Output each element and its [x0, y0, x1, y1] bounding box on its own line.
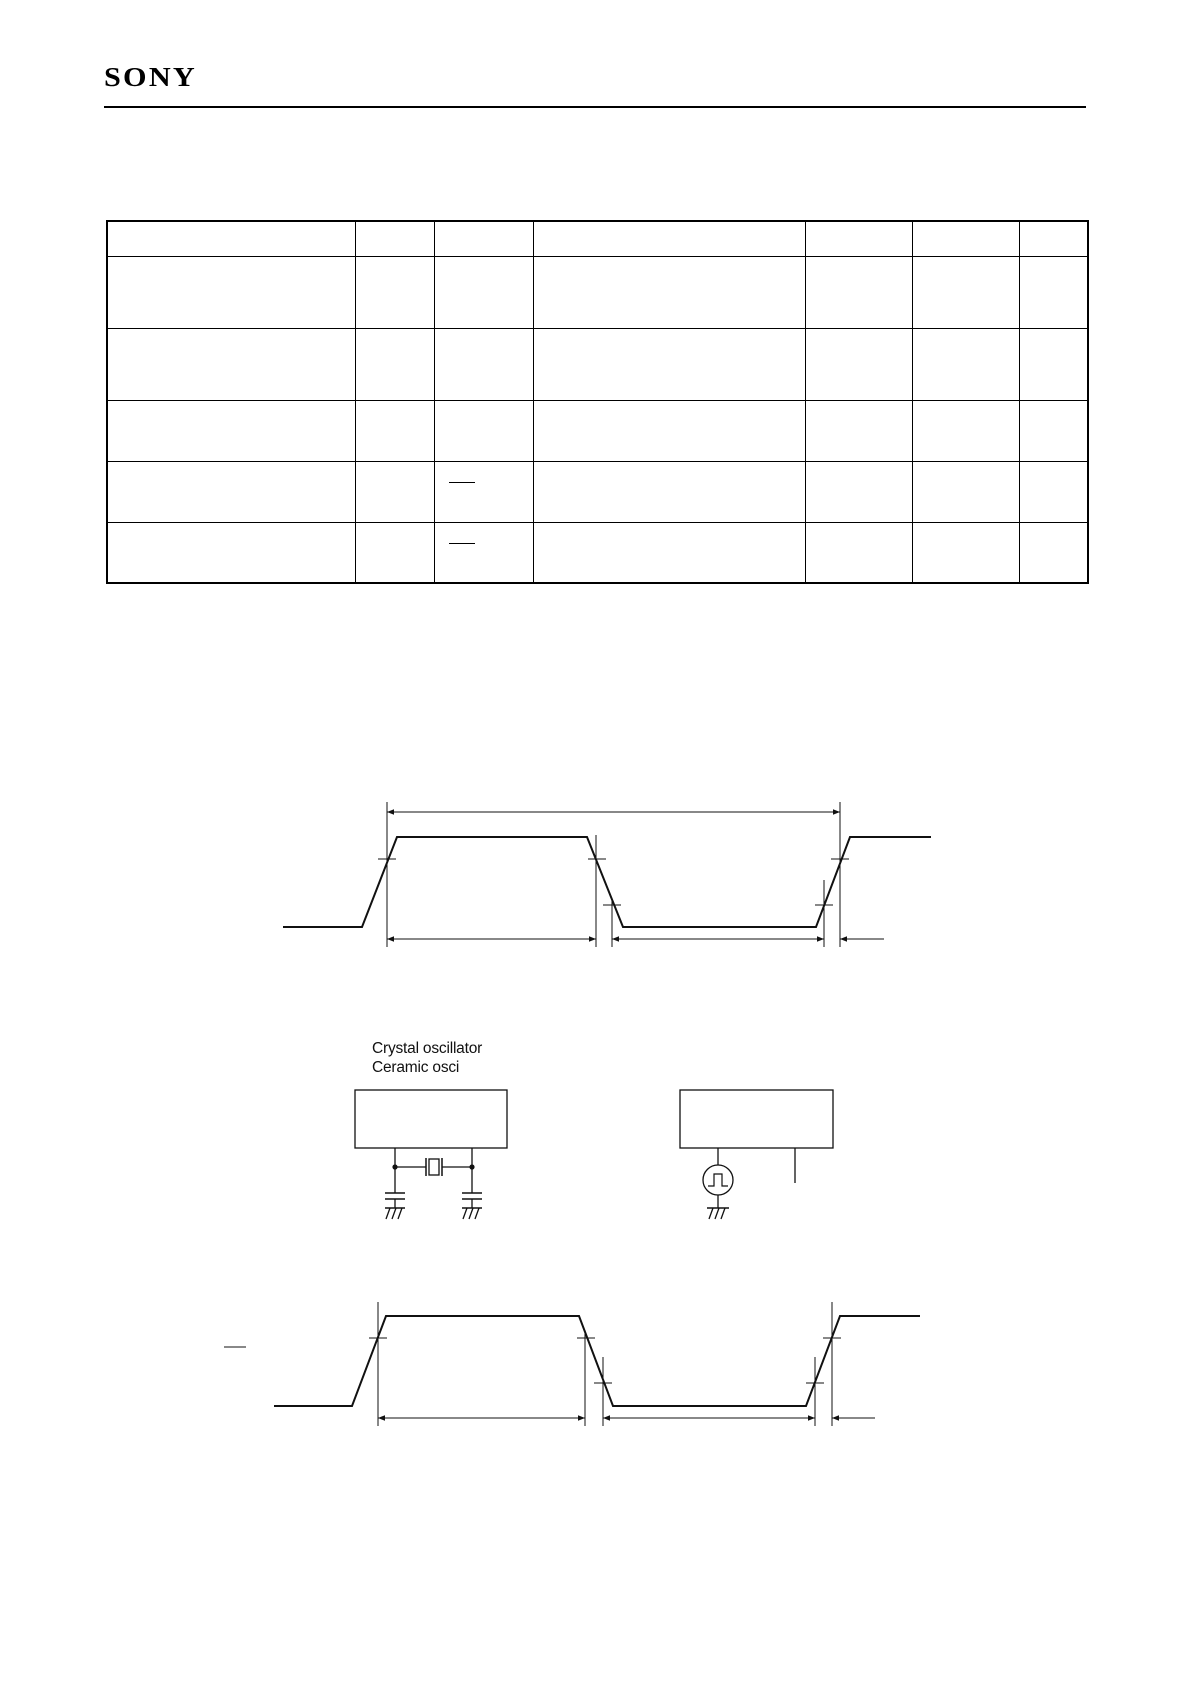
clock-waveform-2 [224, 1302, 920, 1426]
crystal-oscillator-label: Crystal oscillator [372, 1040, 483, 1057]
crystal-oscillator-circuit [355, 1090, 507, 1219]
ceramic-oscillator-label: Ceramic osci [372, 1059, 460, 1076]
external-clock-circuit [680, 1090, 833, 1219]
sony-logo: SONY [104, 62, 197, 92]
clock-waveform-1 [283, 802, 931, 947]
